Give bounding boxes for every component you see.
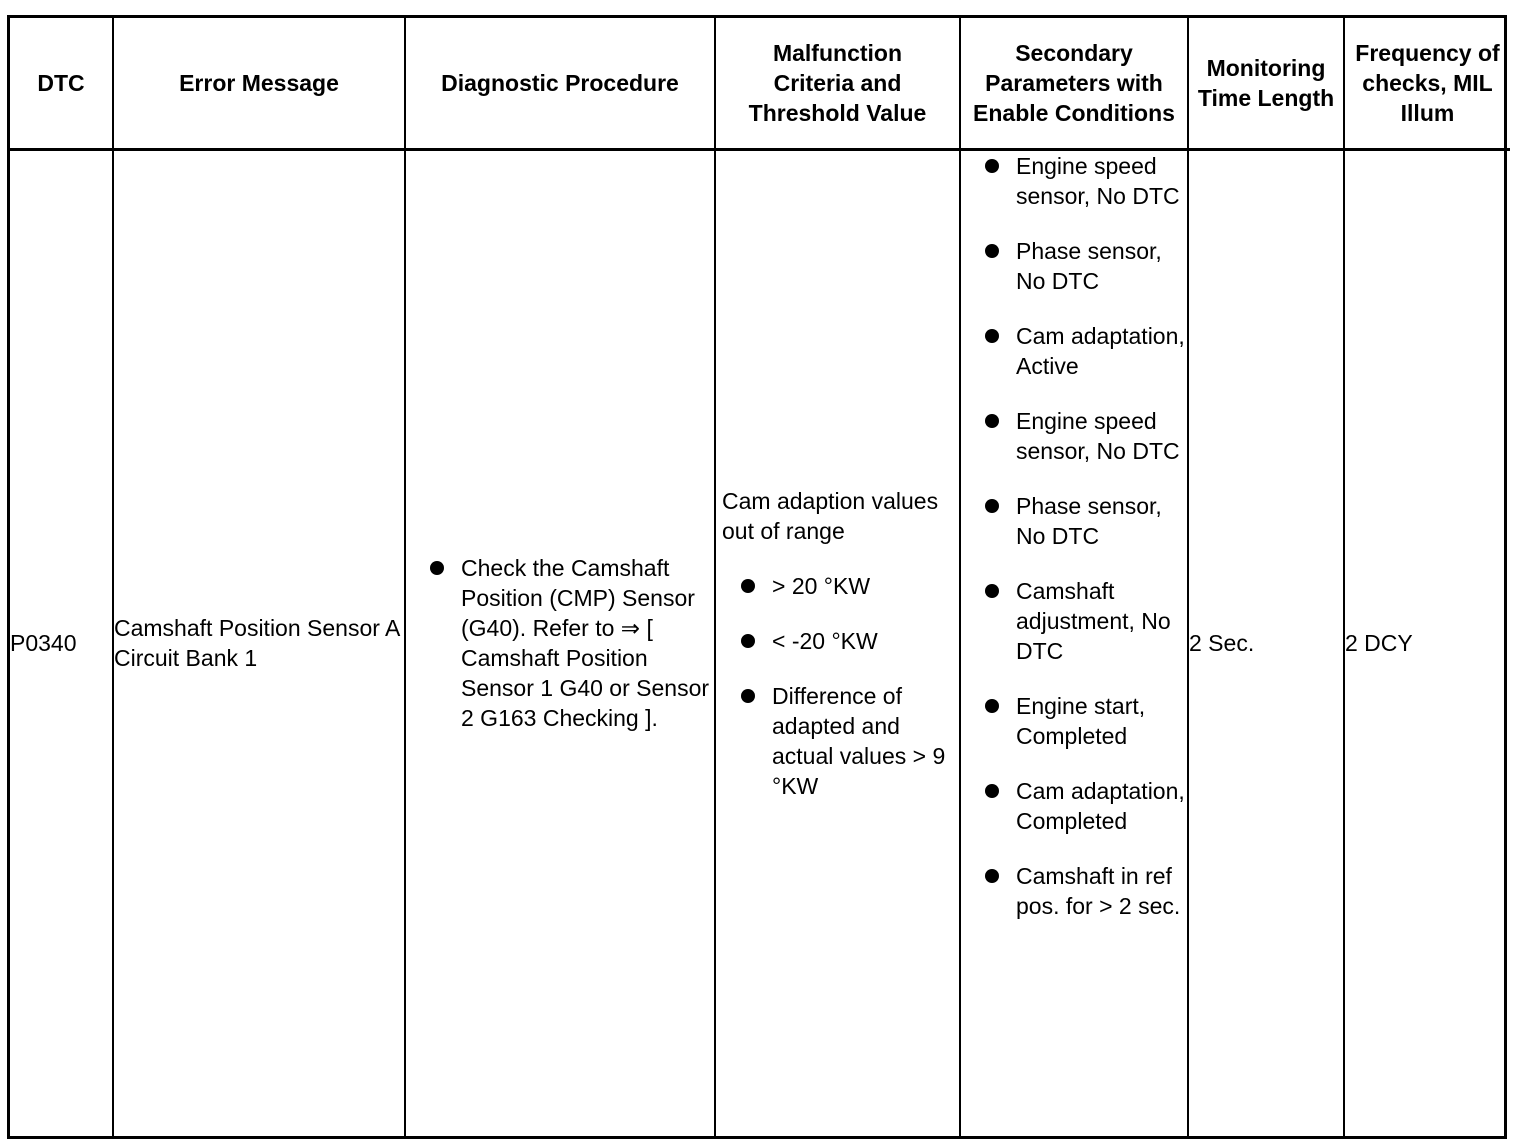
header-row — [10, 18, 1510, 149]
list-item-text: Engine start, Completed — [1016, 692, 1146, 749]
secondary-parameters-list — [961, 151, 1187, 921]
cell-frequency: 2 DCY — [1344, 149, 1510, 1136]
header-frequency-text: Frequency of checks, MIL Illum — [1355, 39, 1500, 126]
list-item — [961, 491, 1187, 551]
list-item — [961, 236, 1187, 296]
list-item-text: Check the Camshaft Position (CMP) Sensor (G40). Refer to ⇒ [ Camshaft Position Sensor 1 G40 or Sensor 2 G163 Checking ]. — [461, 555, 710, 732]
list-item — [961, 861, 1187, 921]
dtc-table — [10, 18, 1510, 1136]
bullet-icon — [741, 689, 755, 703]
bullet-icon — [985, 499, 999, 513]
list-item — [961, 776, 1187, 836]
list-item-text: Cam adaptation, Completed — [1016, 777, 1185, 834]
header-secondary-parameters — [960, 18, 1188, 149]
table-row — [10, 149, 1510, 1136]
cell-malfunction-criteria — [715, 149, 960, 1136]
bullet-icon — [985, 329, 999, 343]
list-item — [961, 576, 1187, 666]
list-item-text: Engine speed sensor, No DTC — [1016, 152, 1180, 209]
list-item-text: Camshaft adjustment, No DTC — [1016, 577, 1171, 664]
bullet-icon — [430, 561, 444, 575]
list-item-text: < -20 °KW — [772, 627, 878, 654]
bullet-icon — [985, 869, 999, 883]
header-secondary-parameters-text: Secondary Parameters with Enable Conditions — [973, 39, 1175, 126]
diagnostic-procedure-list — [406, 553, 714, 733]
list-item-text: > 20 °KW — [772, 572, 871, 599]
bullet-icon — [985, 584, 999, 598]
bullet-icon — [741, 634, 755, 648]
list-item — [961, 151, 1187, 211]
cell-diagnostic-procedure — [405, 149, 715, 1136]
header-monitoring-time-text: Monitoring Time Length — [1197, 54, 1335, 111]
list-item-text: Cam adaptation, Active — [1016, 322, 1185, 379]
bullet-icon — [985, 159, 999, 173]
cell-error-message: Camshaft Position Sensor A Circuit Bank 1 — [113, 149, 405, 1136]
malfunction-criteria-list — [716, 571, 959, 801]
header-malfunction-criteria — [715, 18, 960, 149]
bullet-icon — [985, 784, 999, 798]
list-item — [716, 571, 959, 601]
header-malfunction-criteria-text: Malfunction Criteria and Threshold Value — [748, 39, 927, 126]
dtc-table-frame — [7, 15, 1507, 1139]
list-item — [961, 406, 1187, 466]
cell-monitoring-time: 2 Sec. — [1188, 149, 1344, 1136]
bullet-icon — [741, 579, 755, 593]
cell-secondary-parameters — [960, 149, 1188, 1136]
list-item-text: Camshaft in ref pos. for > 2 sec. — [1016, 862, 1181, 919]
list-item-text: Phase sensor, No DTC — [1016, 237, 1162, 294]
header-diagnostic-procedure: Diagnostic Procedure — [405, 18, 715, 149]
header-dtc: DTC — [10, 18, 113, 149]
list-item-text: Engine speed sensor, No DTC — [1016, 407, 1180, 464]
bullet-icon — [985, 699, 999, 713]
list-item — [961, 691, 1187, 751]
list-item-text: Phase sensor, No DTC — [1016, 492, 1162, 549]
header-error-message: Error Message — [113, 18, 405, 149]
list-item — [716, 681, 959, 801]
list-item-text: Difference of adapted and actual values > 9 °KW — [772, 682, 946, 799]
bullet-icon — [985, 244, 999, 258]
bullet-icon — [985, 414, 999, 428]
header-frequency — [1344, 18, 1510, 149]
list-item — [961, 321, 1187, 381]
cell-dtc-code: P0340 — [10, 149, 113, 1136]
malfunction-intro: Cam adaption values out of range — [722, 487, 939, 544]
list-item — [716, 626, 959, 656]
header-monitoring-time — [1188, 18, 1344, 149]
list-item — [406, 553, 714, 733]
